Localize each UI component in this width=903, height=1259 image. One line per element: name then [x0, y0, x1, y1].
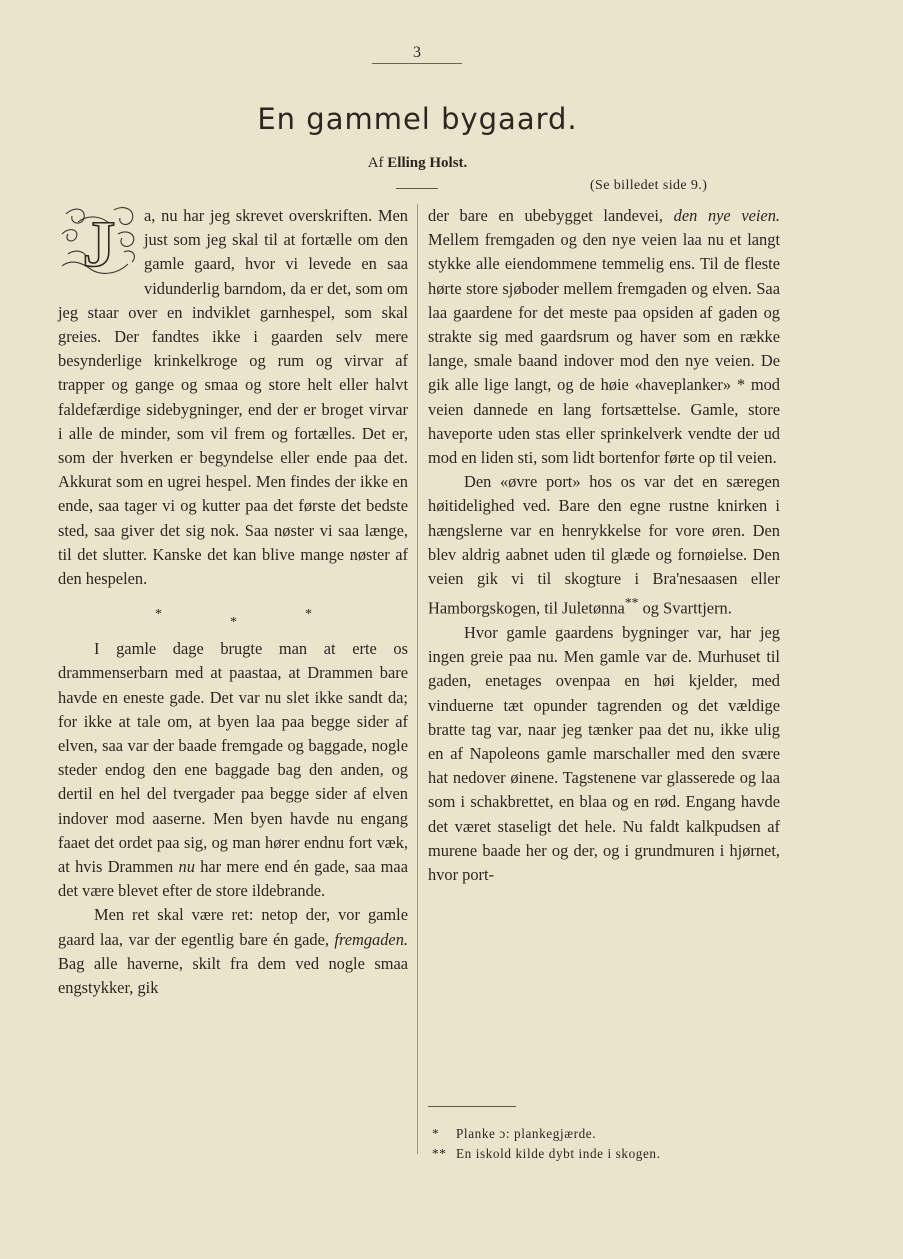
left-paragraph-2: I gamle dage brugte man at erte os drammenserbarn med at paastaa, at Drammen bare havde en eneste gade. Det var nu slet ikke sandt da; for ikke at tale om, at byen laa paa begge sider af elven, saa var der baade fremgade og baggade, nogle steder endog den ene baggade bag den anden, og dertil en hel del tvergader paa begge sider af elven indover mod aaserne. Men byen havde nu engang faaet det ordet paa sig, og man hører endnu fort væk, at hvis Drammen nu har mere end én gade, saa maa det være blevet efter de store ildebrande.: [58, 639, 408, 901]
article-title: En gammel bygaard.: [257, 102, 578, 136]
right-paragraph-1: der bare en ubebygget landevei, den nye veien. Mellem fremgaden og den nye veien laa nu et langt stykke alle eiendommene temmelig ens. Til de fleste hørte store sjøboder mellem fremgaden og elven. Saa laa gaardene for det meste paa opsiden af gaden og strakte sig med gaardsrum og haver som en række lange, smale baand indover mod den nye veien. De gik alle lige langt, og de høie «haveplanker» * mod veien dannede en lang fortsættelse. Gamle, store haveporte uden stas eller sprinkelverk vendte der ud mod en liden sti, som lidt bortenfor førte op til veien.: [428, 206, 780, 468]
footnote-1: * Planke ɔ: plankegjærde.: [432, 1126, 597, 1141]
byline-rule: [396, 188, 438, 189]
column-divider: [417, 204, 418, 1154]
star-2: *: [230, 615, 237, 631]
footnote-2: ** En iskold kilde dybt inde i skogen.: [432, 1146, 661, 1161]
section-break-stars: [58, 591, 408, 637]
left-column: [58, 204, 408, 1000]
dropcap-letter: J: [82, 208, 116, 280]
footnote-rule: [428, 1106, 516, 1107]
right-column: [428, 204, 780, 887]
star-3: *: [305, 607, 312, 623]
see-image-note: (Se billedet side 9.): [590, 178, 708, 193]
author-name: Elling Holst.: [387, 155, 468, 171]
right-paragraph-3: Hvor gamle gaardens bygninger var, har jeg ingen greie paa nu. Men gamle var de. Murhuset til gaden, enetages ovenpaa en høi kjelder, med vinduerne tæt opunder tagrenden og det vældige bratte tag var, naar jeg tænker paa det nu, ikke ulig en af Napoleons gamle marschaller med den svære hat nedover øinene. Tagstenene var glasserede og laa som i schakbrettet, en blaa og en rød. Engang havde det været staseligt det hele. Nu faldt kalkpudsen af murene baade her og der, og i grundmuren i hjørnet, hvor port-: [428, 622, 780, 884]
left-paragraph-3: Men ret skal være ret: netop der, vor gamle gaard laa, var der egentlig bare én gade, fremgaden. Bag alle haverne, skilt fra dem ved nogle smaa engstykker, gik: [58, 905, 408, 998]
right-paragraph-2: Den «øvre port» hos os var det en særegen høitidelighed ved. Bare den egne rustne knirken i hængslerne var en henrykkelse for vore øren. Den blev aldrig aabnet uden til glæde og fornøielse. Den veien gik vi til skogture i Bra'nesaasen eller Hamborgskogen, til Juletønna** og Svarttjern.: [428, 472, 780, 618]
star-1: *: [155, 607, 162, 623]
byline: [0, 153, 835, 173]
byline-prefix: Af: [367, 155, 384, 171]
footnotes: [432, 1124, 782, 1164]
left-paragraph-1: a, nu har jeg skrevet overskriften. Men just som jeg skal til at fortælle om den gamle gaard, hvor vi levede en saa vidunderlig barndom, da er det, som om jeg staar over en indviklet garnhespel, som skal greies. Der fandtes ikke i gaarden selv mere besynderlige krinkelkroge og rum og virvar af trapper og gange og smaa og store helt eller halvt faldefærdige sidebygninger, end der er broget virvar i alle de minder, som vil frem og fortælles. Det er, som der hverken er begyndelse eller ende paa det. Akkurat som en ugrei hespel. Men findes der ikke en ende, saa tager vi og kutter paa det første det bedste sted, saa giver det sig nok. Saa nøster vi saa længe, til det slutter. Kanske det kan blive mange nøster af den hespelen.: [58, 206, 408, 589]
page-number: 3: [372, 44, 462, 64]
ornamental-dropcap-icon: [58, 204, 140, 280]
